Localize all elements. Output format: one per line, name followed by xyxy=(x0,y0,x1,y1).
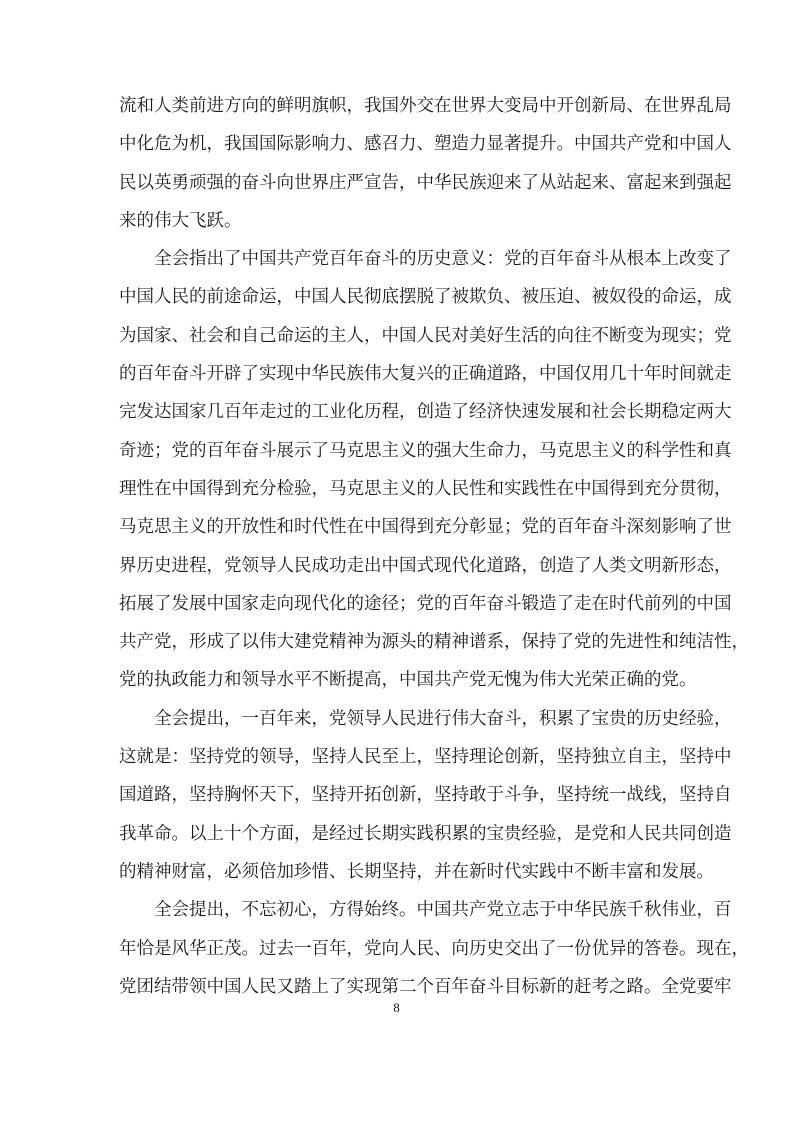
text-line: 共产党，形成了以伟大建党精神为源头的精神谱系，保持了党的先进性和纯洁性， xyxy=(119,632,749,653)
text-line: 这就是：坚持党的领导，坚持人民至上，坚持理论创新，坚持独立自主，坚持中 xyxy=(119,747,732,768)
paragraph-first-line: 全会提出，不忘初心，方得始终。中国共产党立志于中华民族千秋伟业，百 xyxy=(154,900,732,921)
text-line: 我革命。以上十个方面，是经过长期实践积累的宝贵经验，是党和人民共同创造 xyxy=(119,823,732,844)
paragraph-first-line: 全会指出了中国共产党百年奋斗的历史意义：党的百年奋斗从根本上改变了 xyxy=(154,249,732,270)
text-line: 年恰是风华正茂。过去一百年，党向人民、向历史交出了一份优异的答卷。现在， xyxy=(119,938,749,959)
text-line: 来的伟大飞跃。 xyxy=(119,210,242,231)
text-line: 党的执政能力和领导水平不断提高，中国共产党无愧为伟大光荣正确的党。 xyxy=(119,670,697,691)
page-number: 8 xyxy=(393,1000,400,1015)
text-line: 奇迹；党的百年奋斗展示了马克思主义的强大生命力，马克思主义的科学性和真 xyxy=(119,440,732,461)
text-line: 完发达国家几百年走过的工业化历程，创造了经济快速发展和社会长期稳定两大 xyxy=(119,402,732,423)
text-line: 的精神财富，必须倍加珍惜、长期坚持，并在新时代实践中不断丰富和发展。 xyxy=(119,861,714,882)
paragraph-first-line: 全会提出，一百年来，党领导人民进行伟大奋斗，积累了宝贵的历史经验， xyxy=(154,708,732,729)
text-line: 中国人民的前途命运，中国人民彻底摆脱了被欺负、被压迫、被奴役的命运，成 xyxy=(119,287,732,308)
text-line: 界历史进程，党领导人民成功走出中国式现代化道路，创造了人类文明新形态， xyxy=(119,555,732,576)
text-line: 国道路，坚持胸怀天下，坚持开拓创新，坚持敢于斗争，坚持统一战线，坚持自 xyxy=(119,785,732,806)
text-line: 党团结带领中国人民又踏上了实现第二个百年奋斗目标新的赶考之路。全党要牢 xyxy=(119,976,732,997)
text-line: 为国家、社会和自己命运的主人，中国人民对美好生活的向往不断变为现实；党 xyxy=(119,325,732,346)
text-line: 理性在中国得到充分检验，马克思主义的人民性和实践性在中国得到充分贯彻， xyxy=(119,478,732,499)
text-line: 拓展了发展中国家走向现代化的途径；党的百年奋斗锻造了走在时代前列的中国 xyxy=(119,593,732,614)
text-line: 马克思主义的开放性和时代性在中国得到充分彰显；党的百年奋斗深刻影响了世 xyxy=(119,517,732,538)
body-text xyxy=(119,87,749,1006)
text-line: 中化危为机，我国国际影响力、感召力、塑造力显著提升。中国共产党和中国人 xyxy=(119,134,732,155)
text-line: 的百年奋斗开辟了实现中华民族伟大复兴的正确道路，中国仅用几十年时间就走 xyxy=(119,364,732,385)
text-line: 民以英勇顽强的奋斗向世界庄严宣告，中华民族迎来了从站起来、富起来到强起 xyxy=(119,172,732,193)
text-line: 流和人类前进方向的鲜明旗帜，我国外交在世界大变局中开创新局、在世界乱局 xyxy=(119,96,732,116)
